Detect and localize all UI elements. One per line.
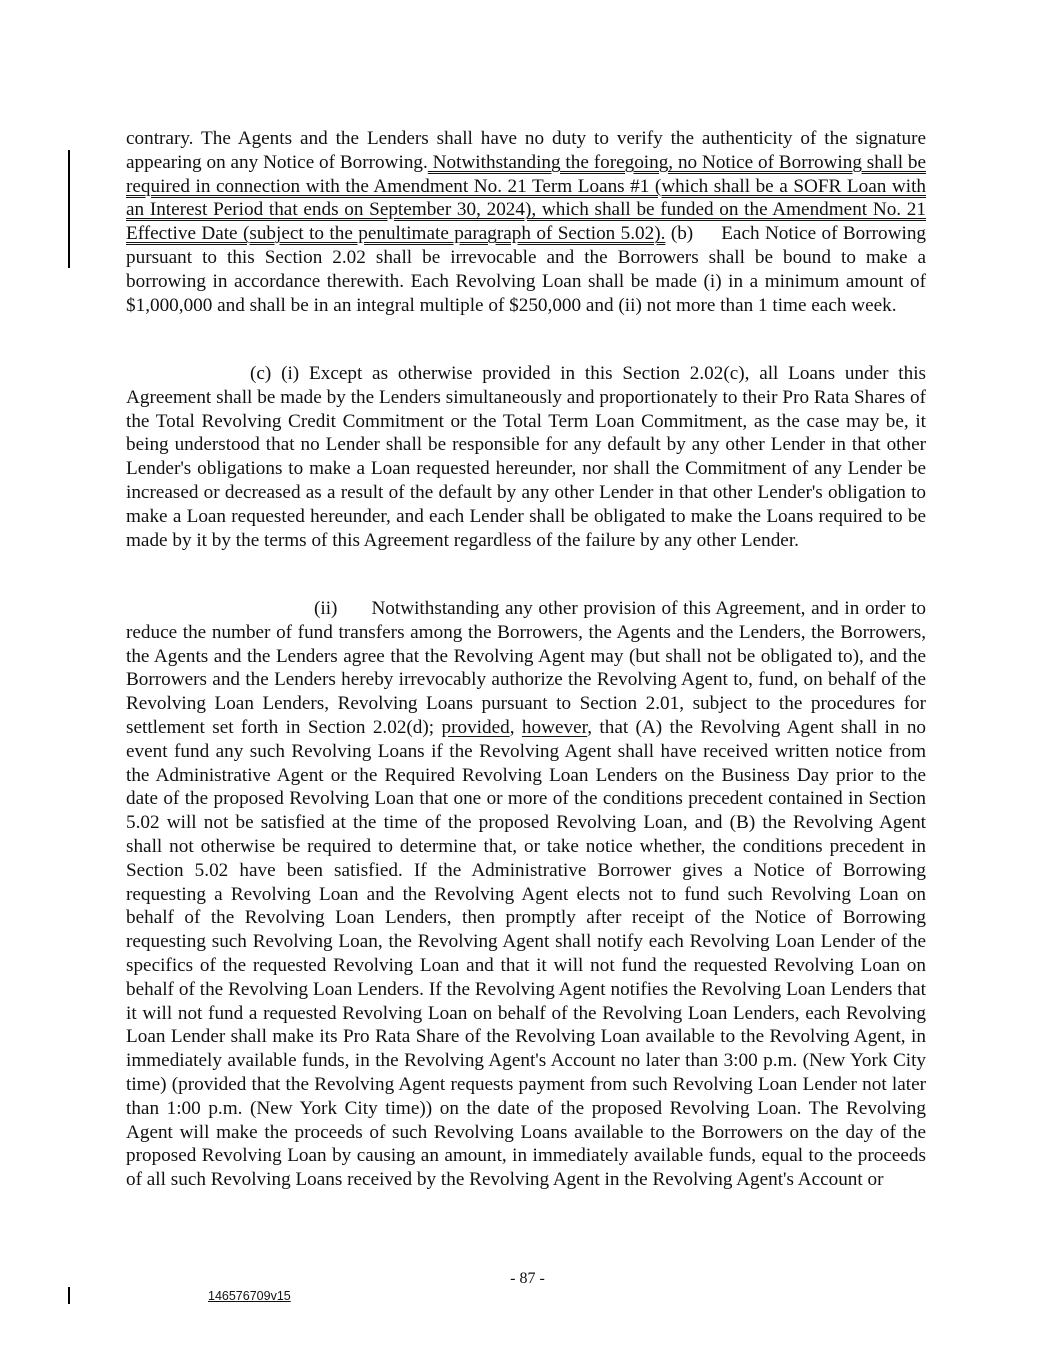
paragraph-text: Except as otherwise provided in this Section 2.02(c), all Loans under this Agreement shall be made by the Lenders simultaneously and proportionately to their Pro Rata Shares of the Total Revolving Credit Commitment or the Total Term Loan Commitment, as the case may be, it being understood that no Lender shall be responsible for any default by any other Lender in that other Lender's obligations to make a Loan requested hereunder, nor shall the Commitment of any Lender be increased or decreased as a result of the default by any other Lender in that other Lender's obligation to make a Loan requested hereunder, and each Lender shall be obligated to make the Loans required to be made by it by the terms of this Agreement regardless of the failure by any other Lender.: [126, 363, 927, 551]
paragraph-text: Each Notice of Borrowing pursuant to this Section 2.02 shall be irrevocable and the Borrowers shall be bound to make a borrowing in accordance therewith. Each Revolving Loan shall be made (i) in a minimum amount of $1,000,000 and shall be in an integral multiple of $250,000 and (ii) not more than 1 time each week.: [126, 223, 927, 316]
document-id: 146576709v15: [208, 1289, 291, 1303]
paragraph-text: Notwithstanding any other provision of this Agreement, and in order to reduce the number of fund transfers among the Borrowers, the Agents and the Lenders, the Borrowers, the Agents and the Lenders agree that the Revolving Agent may (but shall not be obligated to), and the Borrowers and the Lenders hereby irrevocably authorize the Revolving Agent to, fund, on behalf of the Revolving Loan Lenders, Revolving Loans pursuant to Section 2.01, subject to the procedures for settlement set forth in Section 2.02(d);: [126, 598, 926, 738]
paragraph-c-i: [126, 362, 926, 552]
clause-label-c-i: (c) (i): [250, 363, 300, 384]
amendment-insertion: Notwithstanding the foregoing, no Notice of Borrowing shall be required in connection with the Amendment No. 21 Term Loans #1 (which shall be a SOFR Loan with an Interest Period that ends on September 30, 2024), which shall be funded on the Amendment No. 21 Effective Date (subject to the penultimate paragraph of Section 5.02).: [126, 151, 926, 245]
paragraph-text: contrary. The Agents and the Lenders shall have no duty to verify the authenticity of the signature appearing on any Notice of Borrowing.: [126, 128, 926, 173]
paragraph-text: , that (A) the Revolving Agent shall in no event fund any such Revolving Loans if the Revolving Agent shall have received written notice from the Administrative Agent or the Required Revolving Loan Lenders on the Business Day prior to the date of the proposed Revolving Loan that one or more of the conditions precedent contained in Section 5.02 will not be satisfied at the time of the proposed Revolving Loan, and (B) the Revolving Agent shall not otherwise be required to determine that, or take notice whether, the conditions precedent in Section 5.02 have been satisfied. If the Administrative Borrower gives a Notice of Borrowing requesting a Revolving Loan and the Revolving Agent elects not to fund such Revolving Loan on behalf of the Revolving Loan Lenders, then promptly after receipt of the Notice of Borrowing requesting such Revolving Loan, the Revolving Agent shall notify each Revolving Loan Lender of the specifics of the requested Revolving Loan and that it will not fund the requested Revolving Loan on behalf of the Revolving Loan Lenders. If the Revolving Agent notifies the Revolving Loan Lenders that it will not fund a requested Revolving Loan on behalf of the Revolving Loan Lenders, each Revolving Loan Lender shall make its Pro Rata Share of the Revolving Loan available to the Revolving Agent, in immediately available funds, in the Revolving Agent's Account no later than 3:00 p.m. (New York City time) (provided that the Revolving Agent requests payment from such Revolving Loan Lender not later than 1:00 p.m. (New York City time)) on the date of the proposed Revolving Loan. The Revolving Agent will make the proceeds of such Revolving Loans available to the Borrowers on the day of the proposed Revolving Loan by causing an amount, in immediately available funds, equal to the proceeds of all such Revolving Loans received by the Revolving Agent in the Revolving Agent's Account or: [126, 716, 927, 1191]
provided-term: provided: [441, 716, 510, 738]
clause-label-b: (b): [670, 223, 694, 245]
however-term: however: [521, 716, 588, 738]
clause-label-ii: (ii): [314, 598, 338, 619]
page-number: - 87 -: [510, 1270, 545, 1287]
footer-change-bar: [68, 1287, 70, 1304]
paragraph-c-ii: [126, 597, 926, 1192]
change-bar: [68, 150, 70, 268]
comma: ,: [509, 716, 515, 738]
paragraph-b: [126, 127, 926, 317]
